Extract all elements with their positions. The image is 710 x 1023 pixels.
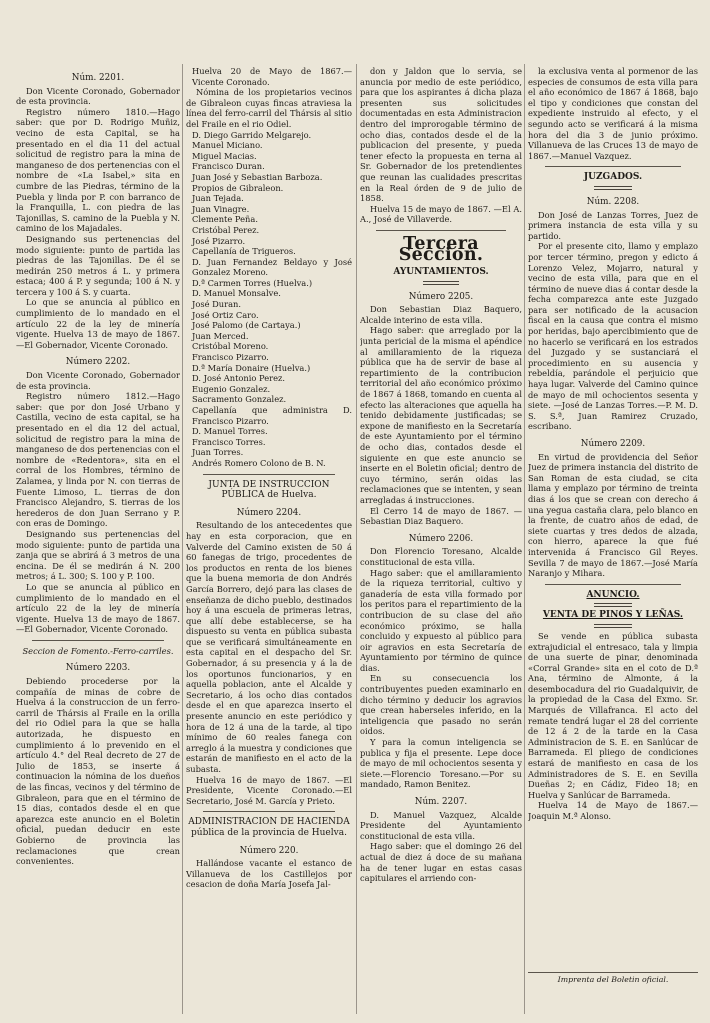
double-rule (594, 624, 631, 628)
owner-list-item: Miguel Macias. (192, 150, 257, 161)
owner-list-item: José Duran. (192, 299, 242, 310)
notice-heading: Don Florencio Toresano, Alcalde constitucional de esta villa. (360, 546, 522, 567)
owner-list-item: José Palomo (de Cartaya.) (192, 320, 301, 331)
notice-heading: Don José de Lanzas Torres, Juez de primera instancia de esta villa y su partido. (528, 209, 698, 241)
notice-body: Designando sus pertenencias del modo siguiente: punto de partida las piedras de las Tajonillas. De él se medirán 250 metros á L. y primera estaca; 400 á P. y segunda; 100 á N. y tercera y 100 á S. y cuarta. (16, 233, 180, 297)
notice-heading: D. Manuel Vazquez, Alcalde Presidente del Ayuntamiento constitucional de esta villa. (360, 809, 522, 841)
owner-list-item: Andrés Romero Colono de B. N. (192, 457, 326, 468)
owner-list-item: D. Manuel Torres. (192, 426, 268, 437)
owner-list (186, 130, 352, 469)
notice-number: Núm. 2207. (414, 797, 468, 807)
notice-body: Designando sus pertenencias del modo siguiente: punto de partida una zanja que se abrirá á 3 metros de una encina. De él se medirán á N. 200 metros; á L. 300; S. 100 y P. 100. (16, 528, 180, 582)
owner-list-item: D.ª María Donaire (Huelva.) (192, 362, 311, 373)
notice-number: Núm. 2201. (71, 73, 125, 83)
double-rule (594, 603, 631, 607)
notice-number: Número 2205. (408, 291, 474, 302)
divider (203, 474, 336, 475)
notice-body: la exclusiva venta al pormenor de las especies de consumos de esta villa para el año económico de 1867 á 1868, bajo el tipo y condiciones que constan del expediente instruido al efecto, y el segundo acto se verificará á la misma hora del dia 3 de junio próximo. Villanueva de las Cruces 13 de mayo de 1867.—Manuel Vazquez. (528, 66, 698, 161)
double-rule (594, 186, 631, 190)
notice-body: Hago saber: que el amillaramiento de la riqueza territorial, cultivo y ganadería de esta villa formado por los peritos para el repartimiento de la contribucion de su clase del año económico próximo, se halla concluido y expuesto al público para oir agravios en esta Secretaría de Ayuntamiento por término de quince dias. (360, 567, 522, 673)
notice-signature: Huelva 14 de Mayo de 1867.— Joaquin M.ª Alonso. (528, 800, 698, 821)
notice-body: Se vende en pública subasta extrajudicial el entresaco, tala y limpia de una suerte de pinar, denominada «Corral Grande» sita en el coto de D.ª Ana, término de Almonte, á la desembocadura del rio Guadalquivir, de la propiedad de la Casa del Exmo. Sr. Marqués de Villafranca. El acto del remate tendrá lugar el 28 del corriente de 12 á 2 de la tarde en la Casa Administracion de S. E. en Sanlúcar de Barrameda. El pliego de condiciones estará de manifiesto en casa de los Administradores de S. E. en Sevilla Dueñas 2; en Cádiz, Fideo 18; en Huelva y Sanlúcar de Barrameda. (528, 630, 698, 800)
notice-signature: El Cerro 14 de mayo de 1867. —Sebastian Diaz Baquero. (360, 505, 522, 527)
section-header: JUZGADOS. (583, 172, 643, 183)
column-2 (186, 66, 352, 890)
owner-list-item: D. José Antonio Perez. (192, 373, 286, 384)
section-header: ADMINISTRACION DE HACIENDA pública de la provincia de Huelva. (188, 817, 350, 838)
advert-title: VENTA DE PINOS Y LEÑAS. (542, 610, 684, 621)
notice-body: Resultando de los antecedentes que hay en esta corporacion, que en Valverde del Camino existen de 50 á 60 fanegas de trigo, procedentes de los productos en renta de los bienes que la buena memoria de don Andrés García Borrero, dejó para las clases de enseñanza de dicho pueblo, destinados hoy á una escuela de primeras letras, que allí debe establecerse, se ha dispuesto su venta en pública subasta que se verificará simultáneamente en esta capital en el despacho del Sr. Gobernador, á su presencia y á la de los oportunos funcionarios, y en aquella poblacion, ante el Alcalde y Secretario, á los ocho dias contados desde el en que aparezca inserto el presente anuncio en este periódico y hora de 12 á una de la tarde, al tipo mínimo de 60 reales fanega con arreglo á la muestra y condiciones que estarán de manifiesto en el acto de la subasta. (186, 520, 352, 774)
notice-body: Por el presente cito, llamo y emplazo por tercer término, pregon y edicto á Lorenzo Velez, Mojarro, natural y vecino de esta villa, para que en el término de nueve dias á contar desde la fecha comparezca ante este Juzgado para ser notificado de la acusacion fiscal en la causa que contra el mismo por heridas, bajo apercibimiento que de no hacerlo se verificará en los estrados del Juzgado y se sustanciará el procedimiento en su ausencia y rebeldía, parándole el perjuicio que haya lugar. Valverde del Camino quince de mayo de mil ochocientos sesenta y siete. —José de Lanzas Torres.—P. M. D. S. S.ª, Juan Ramirez Cruzado, escribano. (528, 241, 698, 432)
notice-number: Número 2202. (65, 357, 131, 368)
notice-number: Número 2203. (65, 663, 131, 674)
column-1 (16, 66, 180, 867)
owner-list-item: José Ortiz Caro. (192, 309, 259, 320)
notice-body: Registro número 1810.—Hago saber: que por D. Rodrigo Muñiz, vecino de esta Capital, se ha presentado en el dia 11 del actual solicitud de registro para la mina de manganeso de dos pertenencias con el nombre de «La Isabel,» sita en cumbre de las Piedras, término de la Puebla y linda por P. con barranco de la Franquilla, L. con piedra de las Tajonillas, S. camino de la Puebla y N. camino de los Majadales. (16, 106, 180, 234)
notice-heading: Don Vicente Coronado, Gobernador de esta provincia. (16, 85, 180, 107)
notice-number: Número 2204. (236, 507, 302, 518)
owner-list-item: Capellanía de Trigueros. (192, 246, 296, 257)
owner-list-item: Francisco Torres. (192, 436, 266, 447)
notice-signature: Huelva 20 de Mayo de 1867.— Vicente Coronado. (192, 66, 352, 87)
owner-list-item: D. Manuel Monsalve. (192, 288, 281, 299)
column-divider (524, 64, 525, 1014)
owner-list-item: Propios de Gibraleon. (192, 182, 284, 193)
owner-list-item: Francisco Duran. (192, 161, 265, 172)
owner-list-item: Juan Merced. (192, 330, 249, 341)
owner-list-item: José Pizarro. (192, 235, 246, 246)
owner-list-item: Juan José y Sebastian Barboza. (192, 171, 323, 182)
notice-number: Número 2209. (580, 439, 646, 449)
owner-list-item: Juan Torres. (192, 447, 244, 458)
notice-heading: Don Sebastian Diaz Baquero, Alcalde interino de esta villa. (360, 304, 522, 325)
owner-list-item: D. Juan Fernandez Beldayo y José Gonzalez Moreno. (192, 256, 352, 278)
owner-list-item: Capellanía que administra D. Francisco Pizarro. (192, 405, 352, 426)
owner-list-item: Eugenio Gonzalez. (192, 383, 271, 394)
owner-list-item: Manuel Miciano. (192, 140, 263, 151)
notice-body: Lo que se anuncia al público en cumplimiento de lo mandado en el artículo 22 de la ley de minería vigente. Huelva 13 de mayo de 1867.—El Gobernador, Vicente Coronado. (16, 297, 180, 350)
column-3 (360, 66, 522, 884)
notice-heading: Don Vicente Coronado, Gobernador de esta provincia. (16, 370, 180, 391)
owner-list-item: Francisco Pizarro. (192, 352, 269, 363)
section-header: ANUNCIO. (586, 589, 640, 600)
section-subheading: Seccion de Fomento.-Ferro-carriles. (22, 645, 174, 656)
double-rule (423, 281, 459, 285)
column-divider (182, 64, 183, 1014)
divider (203, 811, 336, 812)
owner-list-item: D.ª Carmen Torres (Huelva.) (192, 277, 313, 288)
owner-list-item: Juan Vinagre. (192, 203, 250, 214)
notice-body: Nómina de los propietarios vecinos de Gibraleon cuyas fincas atraviesa la línea del ferro-carril del Thársis al sitio del Fraile en el rio Odiel. (186, 87, 352, 129)
divider (376, 230, 506, 231)
notice-number: Número 2206. (408, 533, 474, 544)
notice-body: Debiendo procederse por la compañía de minas de cobre de Huelva á la construccion de un ferro-carril de Thársis al Fraile en la orilla del rio Odiel para la que se halla autorizada, he dispuesto en cumplimiento á lo prevenido en el artículo 4.° del Real decreto de 27 de Julio de 1853, se inserte á continuacion la nómina de los dueños de las fincas, vecinos y del término de Gibraleon, para que en el término de 15 dias, contados desde el en que aparezca este anuncio en el Boletin oficial, puedan deducir en este Gobierno de provincia las reclamaciones que crean convenientes. (16, 676, 180, 867)
divider (545, 584, 681, 585)
owner-list-item: D. Diego Garrido Melgarejo. (192, 129, 312, 140)
section-header: AYUNTAMIENTOS. (393, 267, 489, 278)
notice-signature: Huelva 15 de mayo de 1867. —El A. A., José de Villaverde. (360, 203, 522, 225)
owner-list-item: Clemente Peña. (192, 214, 258, 225)
divider (32, 640, 163, 641)
column-divider (356, 64, 357, 1014)
notice-body: Hago saber: que el domingo 26 del actual de diez á doce de su mañana ha de tener lugar en estas casas capitulares el arriendo con- (360, 841, 522, 884)
notice-body: Y para la comun inteligencia se publica y fija el presente. Lepe doce de mayo de mil ochocientos sesenta y siete.—Florencio Toresano.—Por su mandado, Ramon Benitez. (360, 737, 522, 790)
section-header: JUNTA DE INSTRUCCION PÚBLICA de Huelva. (208, 479, 330, 501)
notice-body: Lo que se anuncia al público en cumplimiento de lo mandado en el artículo 22 de la ley de minería vigente. Huelva 13 de mayo de 1867.—El Gobernador, Vicente Coronado. (16, 581, 180, 635)
notice-body: En virtud de providencia del Señor Juez de primera instancia del distrito de San Roman de esta ciudad, se cita llama y emplazo por término de treinta dias á los que se crean con derecho á una yegua castaña clara, pelo blanco en la frente, de cuatro años de edad, de siete cuartas y tres dedos de alzada, con hierro, aparece la que fué intervenida á Francisco Gil Reyes. Sevilla 7 de mayo de 1867.—José María Naranjo y Mihara. (528, 451, 698, 579)
section-title: Tercera Seccion. (398, 233, 484, 265)
notice-signature: Huelva 16 de mayo de 1867. —El Presidente, Vicente Coronado.—El Secretario, José M. García y Prieto. (186, 774, 352, 806)
owner-list-item: Cristóbal Moreno. (192, 341, 269, 352)
divider (545, 166, 681, 167)
owner-list-item: Cristóbal Perez. (192, 224, 260, 235)
printer-imprint: Imprenta del Boletin oficial. (528, 972, 698, 984)
notice-number: Núm. 2208. (586, 196, 640, 207)
notice-body: Hallándose vacante el estanco de Villanueva de los Castillejos por cesacion de doña María Josefa Jal- (186, 858, 352, 890)
notice-body: Registro número 1812.—Hago saber: que por don José Urbano y Castilla, vecino de esta capital, se ha presentado en el dia 12 del actual, solicitud de registro para la mina de manganeso de dos pertenencias con el nombre de «Redentora», sita en el corral de los Hombres, término de Zalamea, y linda por N. con tierras de Fuente Limoso, L. tierras de don Francisco Alejandro, S. tierras de los herederos de don Juan Serrano y P. con eras de Domingo. (16, 391, 180, 529)
owner-list-item: Sacramento Gonzalez. (192, 394, 287, 405)
notice-number: Número 220. (239, 845, 299, 856)
owner-list-item: Juan Tejada. (192, 193, 244, 204)
column-4 (528, 66, 698, 822)
notice-body: En su consecuencia los contribuyentes pueden examinarlo en dicho término y deducir los agravios que crean haberseles inferido, en la inteligencia que pasado no serán oidos. (360, 673, 522, 737)
notice-body: don y Jaldon que lo servia, se anuncia por medio de este periódico, para que los aspirantes á dicha plaza presenten sus solicitudes documentadas en esta Administracion dentro del improrogable término de ocho dias, contados desde el de la publicacion del presente, y pueda tener efecto la propuesta en terna al Sr. Gobernador de los pretendientes que reunan las cualidades prescritas en la Real órden de 9 de julio de 1858. (360, 66, 522, 204)
notice-body: Hago saber: que arreglado por la junta pericial de la misma el apéndice al amillaramiento de la riqueza pública que ha de servir de base al repartimiento de la contribucion territorial del año económico próximo de 1867 á 1868, tomando en cuenta al efecto las alteraciones que aquella ha tenido debidamente justificadas; se expone de manifiesto en la Secretaría de este Ayuntamiento por el término de ocho dias, contados desde el siguiente en que este anuncio se inserte en el Boletin oficial; dentro de cuyo término, serán oidas las reclamaciones que se intenten, y sean arregladas á instrucciones. (360, 325, 522, 505)
